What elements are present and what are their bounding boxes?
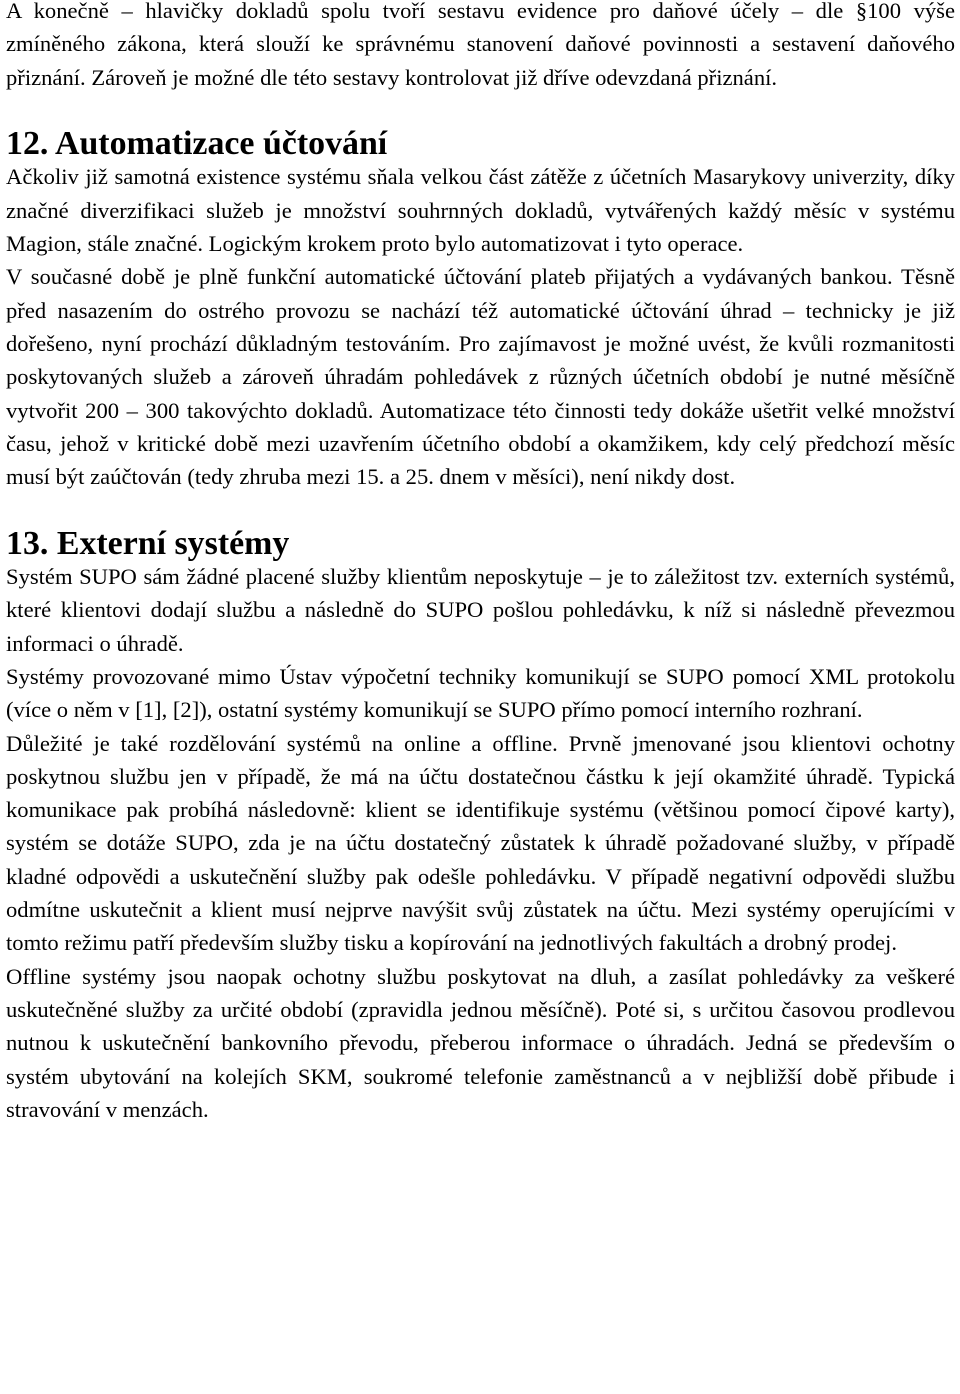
body-paragraph: Ačkoliv již samotná existence systému sňala velkou část zátěže z účetních Masarykovy univerzity, díky značné diverzifikaci služeb je množství souhrnných dokladů, vytvářených každý měsíc v systému Magion, stále značné. Logickým krokem proto bylo automatizovat i tyto operace. [6,164,955,257]
section-externi-systemy [6,524,955,1126]
body-paragraph: Systém SUPO sám žádné placené služby klientům neposkytuje – je to záležitost tzv. externích systémů, které klientovi dodají službu a následně do SUPO pošlou pohledávku, k níž si následně převezmou informaci o úhradě. [6,564,955,656]
section-automatizace-uctovani [6,127,955,493]
section-heading: 12. Automatizace účtování [6,125,388,163]
body-paragraph: V současné době je plně funkční automatické účtování plateb přijatých a vydávaných bankou. Těsně před nasazením do ostrého provozu se nachází též automatické účtování úhrad – technicky je již dořešeno, nyní prochází důkladným testováním. Pro zajímavost je možné uvést, že kvůli rozmanitosti poskytovaných služeb a zároveň úhradám pohledávek z různých účetních období je nutné měsíčně vytvořit 200 – 300 takovýchto dokladů. Automatizace této činnosti tedy dokáže ušetřit velké množství času, jehož v kritické době mezi uzavřením účetního období a okamžikem, kdy celý předchozí měsíc musí být zaúčtován (tedy zhruba mezi 15. a 25. dnem v měsíci), není nikdy dost. [6,264,955,490]
body-paragraph: Důležité je také rozdělování systémů na online a offline. Prvně jmenované jsou klientovi ochotny poskytnou službu jen v případě, že má na účtu dostatečnou částku k její okamžité úhradě. Typická komunikace pak probíhá následovně: klient se identifikuje systému (většinou pomocí čipové karty), systém se dotáže SUPO, zda je na účtu dostatečný zůstatek k úhradě požadované služby, v případě kladné odpovědi a uskutečnění služby pak odešle pohledávku. V případě negativní odpovědi službu odmítne uskutečnit a klient musí nejprve navýšit svůj zůstatek na účtu. Mezi systémy operujícími v tomto režimu patří především služby tisku a kopírování na jednotlivých fakultách a drobný prodej. [6,730,955,956]
body-paragraph: Systémy provozované mimo Ústav výpočetní techniky komunikují se SUPO pomocí XML protokolu (více o něm v [1], [2]), ostatní systémy komunikují se SUPO přímo pomocí interního rozhraní. [6,663,955,723]
section-heading: 13. Externí systémy [6,524,290,562]
intro-paragraph: A konečně – hlavičky dokladů spolu tvoří sestavu evidence pro daňové účely – dle §100 výše zmíněného zákona, která slouží ke správnému stanovení daňové povinnosti a sestavení daňového přiznání. Zároveň je možné dle této sestavy kontrolovat již dříve odevzdaná přiznání. [6,0,955,90]
body-paragraph: Offline systémy jsou naopak ochotny službu poskytovat na dluh, a zasílat pohledávky za veškeré uskutečněné služby za určité období (zpravidla jednou měsíčně). Poté si, s určitou časovou prodlevou nutnou k uskutečnění bankovního převodu, přeberou informace o úhradách. Jedná se především o systém ubytování na kolejích SKM, soukromé telefonie zaměstnanců a v nejbližší době přibude i stravování v menzách. [6,963,955,1122]
section-spacer [6,493,955,526]
section-spacer [6,94,955,127]
